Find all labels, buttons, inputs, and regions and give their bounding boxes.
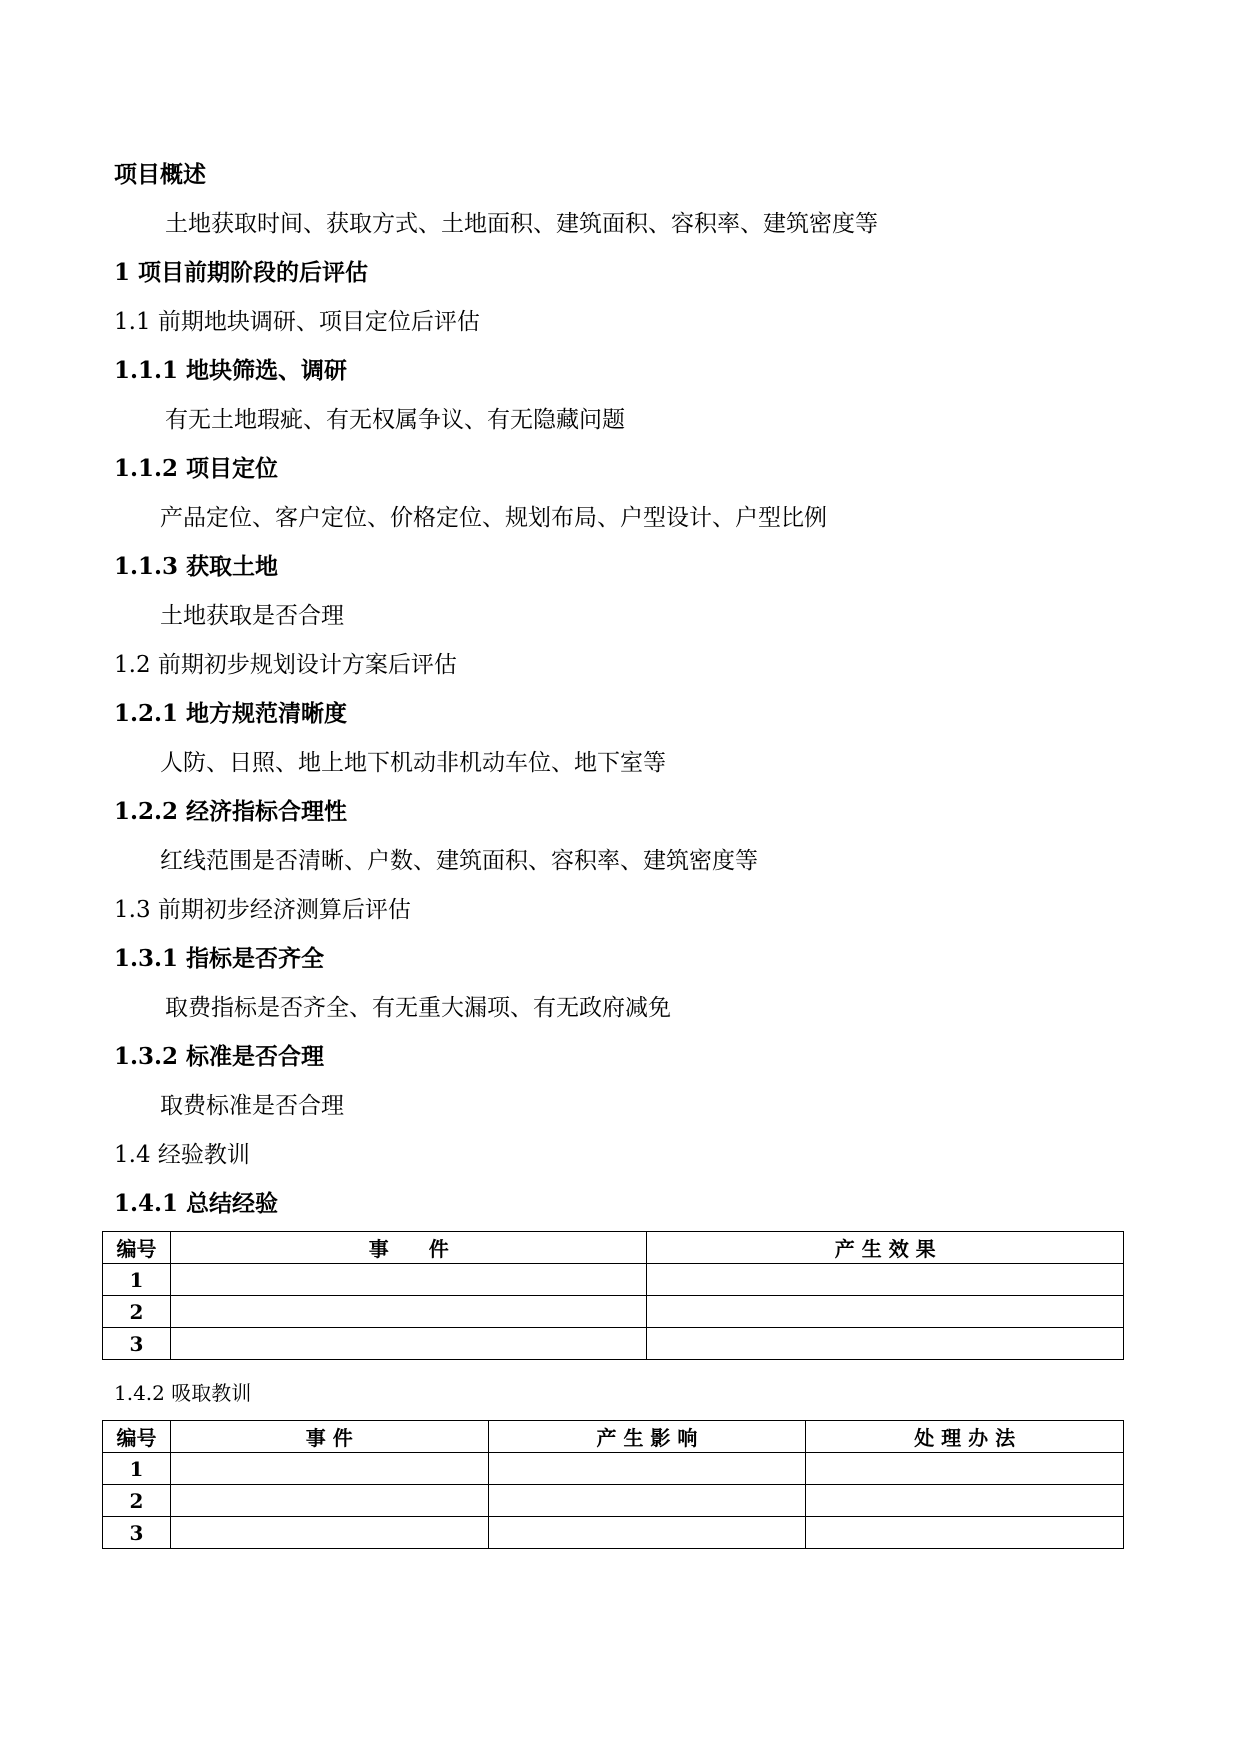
row-number: 1 [103,1453,171,1485]
section-1-1-1-text: 有无土地瑕疵、有无权属争议、有无隐藏问题 [165,407,625,433]
event-cell [170,1328,647,1360]
row-number: 2 [103,1296,171,1328]
experience-col-effect: 产 生 效 果 [647,1232,1124,1264]
table-row [103,1264,1124,1296]
lessons-col-impact: 产 生 影 响 [488,1421,806,1453]
section-1-3-2-heading: 1.3.2 标准是否合理 [114,1043,325,1070]
overview-text: 土地获取时间、获取方式、土地面积、建筑面积、容积率、建筑密度等 [165,211,878,237]
row-number: 3 [103,1517,171,1549]
overview-heading: 项目概述 [114,161,206,188]
lessons-table-header-row [103,1421,1124,1453]
effect-cell [647,1296,1124,1328]
section-1-4-1-heading: 1.4.1 总结经验 [114,1190,279,1217]
section-1-1-2-heading: 1.1.2 项目定位 [114,455,279,482]
lessons-col-number: 编号 [103,1421,171,1453]
effect-cell [647,1328,1124,1360]
lessons-col-event: 事 件 [170,1421,488,1453]
section-1-1-3-heading: 1.1.3 获取土地 [114,553,279,580]
table-row [103,1296,1124,1328]
section-1-4-heading: 1.4 经验教训 [114,1142,250,1168]
lessons-table [102,1420,1124,1549]
event-cell [170,1264,647,1296]
section-1-2-1-heading: 1.2.1 地方规范清晰度 [114,700,348,727]
event-cell [170,1296,647,1328]
table-row [103,1485,1124,1517]
event-cell [170,1453,488,1485]
section-1-3-1-heading: 1.3.1 指标是否齐全 [114,945,325,972]
section-1-2-2-heading: 1.2.2 经济指标合理性 [114,798,348,825]
row-number: 2 [103,1485,171,1517]
table-row [103,1453,1124,1485]
impact-cell [488,1517,806,1549]
row-number: 3 [103,1328,171,1360]
section-1-2-1-text: 人防、日照、地上地下机动非机动车位、地下室等 [160,750,666,776]
handling-cell [806,1485,1124,1517]
event-cell [170,1517,488,1549]
section-1-2-2-text: 红线范围是否清晰、户数、建筑面积、容积率、建筑密度等 [160,848,758,874]
section-1-1-heading: 1.1 前期地块调研、项目定位后评估 [114,309,480,335]
section-1-4-2-heading: 1.4.2 吸取教训 [114,1381,252,1405]
handling-cell [806,1517,1124,1549]
table-row [103,1517,1124,1549]
experience-table-header-row [103,1232,1124,1264]
table-row [103,1328,1124,1360]
impact-cell [488,1485,806,1517]
section-1-heading: 1 项目前期阶段的后评估 [114,259,369,286]
experience-col-number: 编号 [103,1232,171,1264]
row-number: 1 [103,1264,171,1296]
section-1-3-2-text: 取费标准是否合理 [160,1093,344,1119]
impact-cell [488,1453,806,1485]
section-1-1-2-text: 产品定位、客户定位、价格定位、规划布局、户型设计、户型比例 [160,505,827,531]
experience-table [102,1231,1124,1360]
effect-cell [647,1264,1124,1296]
lessons-col-handling: 处 理 办 法 [806,1421,1124,1453]
event-cell [170,1485,488,1517]
section-1-1-1-heading: 1.1.1 地块筛选、调研 [114,357,348,384]
section-1-2-heading: 1.2 前期初步规划设计方案后评估 [114,652,457,678]
handling-cell [806,1453,1124,1485]
section-1-3-heading: 1.3 前期初步经济测算后评估 [114,897,411,923]
section-1-1-3-text: 土地获取是否合理 [160,603,344,629]
experience-col-event: 事 件 [170,1232,647,1264]
section-1-3-1-text: 取费指标是否齐全、有无重大漏项、有无政府减免 [165,995,671,1021]
